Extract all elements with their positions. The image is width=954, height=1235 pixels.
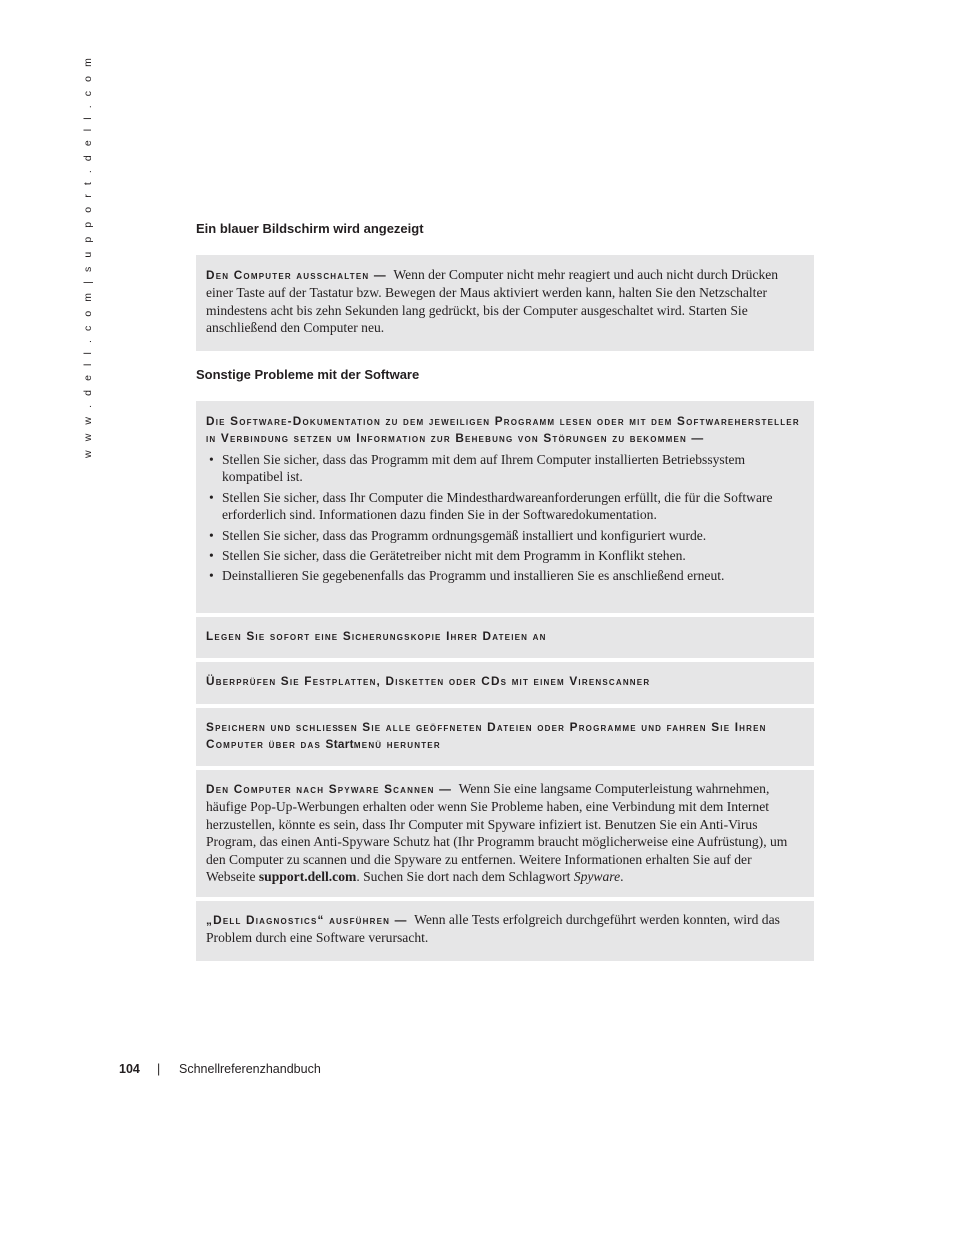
panel-shutdown-text [206,266,804,337]
list-item: • Deinstallieren Sie gegebenenfalls das Programm und installieren Sie es anschließend erneut. [209,568,725,584]
start-menu-word: Start [325,737,354,751]
panel-spyware-text: Den Computer nach Spyware Scannen — Wenn Sie eine langsame Computerleistung wahrnehmen, häufige Pop-Up-Werbungen erhalten oder wenn Sie Probleme haben, eine Verbindung mit dem Internet herzustellen, könnte es sein, dass Ihr Computer mit Spyware infiziert ist. Benutzen Sie ein Anti-Virus Program, das einen Anti-Spyware Schutz hat (Ihr Programm braucht möglicherweise eine Aufrüstung), um den Computer zu scannen und die Spyware zu entfernen. Weitere Informationen erhalten Sie auf der Webseite support.dell.com. Suchen Sie dort nach dem Schlagwort Spyware. [206,781,788,885]
panel-body: Wenn der Computer nicht mehr reagiert und auch nicht durch Drücken einer Taste auf der Tastatur bzw. Bewegen der Maus aktiviert werden kann, halten Sie den Netzschalter mindestens acht bis zehn Sekunden lang gedrückt, bis der Computer ausgeschaltet wird. Starten Sie anschließend den Computer neu. [206,267,779,336]
bullet-icon: • [209,548,214,564]
panel-lead: Speichern und schließen Sie alle geöffneten Dateien oder Programme und fahren Sie Ihren Computer über das Startmenü herunter [206,720,767,751]
bullet-icon: • [209,489,214,505]
list-item: • Stellen Sie sicher, dass das Programm ordnungsgemäß installiert und konfiguriert wurde. [209,527,707,543]
panel-dell-diagnostics [196,901,814,961]
section-heading-blue-screen: Ein blauer Bildschirm wird angezeigt [196,221,424,236]
footer-separator: | [157,1062,161,1076]
panel-lead: „Dell Diagnostics“ ausführen — [206,913,408,927]
panel-shutdown-computer [196,255,814,351]
list-item: • Stellen Sie sicher, dass die Gerätetreiber nicht mit dem Programm in Konflikt stehen. [209,548,686,564]
bullet-icon: • [209,527,214,543]
panel-lead: Überprüfen Sie Festplatten, Disketten oder CDs mit einem Virenscanner [206,674,651,688]
panel-lead: Den Computer ausschalten — [206,268,387,282]
panel-lead: Legen Sie sofort eine Sicherungskopie Ihrer Dateien an [206,629,547,643]
panel-virus-scan [196,662,814,704]
panel-backup-files [196,617,814,658]
list-item: • Stellen Sie sicher, dass das Programm mit dem auf Ihrem Computer installierten Betriebssystem kompatibel ist. [209,452,746,485]
bullet-icon: • [209,452,214,467]
panel-software-documentation [196,401,814,613]
footer-title: Schnellreferenzhandbuch [179,1062,321,1076]
bullet-icon: • [209,568,214,584]
page-number: 104 [119,1062,140,1076]
panel-save-and-shutdown [196,708,814,766]
panel-lead: Den Computer nach Spyware Scannen — [206,782,453,796]
support-link: support.dell.com [258,869,357,885]
panel-spyware-scan [196,770,814,897]
list-item: • Stellen Sie sicher, dass Ihr Computer die Mindesthardwareanforderungen erfüllt, die für die Software erforderlich sind. Informationen dazu finden Sie in der Softwaredokumentation. [209,489,773,523]
spyware-keyword: Spyware [573,869,621,885]
bullet-list [206,451,804,585]
side-url: w w w . d e l l . c o m | s u p p o r t . d e l l . c o m [82,55,94,458]
panel-diagnostics-text: „Dell Diagnostics“ ausführen — Wenn alle Tests erfolgreich durchgeführt werden konnten, wird das Problem durch eine Software verursacht. [206,912,780,946]
panel-lead: Die Software-Dokumentation zu dem jeweiligen Programm lesen oder mit dem Softwarehersteller in Verbindung setzen um Information zur Behebung von Störungen zu bekommen — [206,414,800,445]
section-heading-other-software: Sonstige Probleme mit der Software [196,367,420,382]
